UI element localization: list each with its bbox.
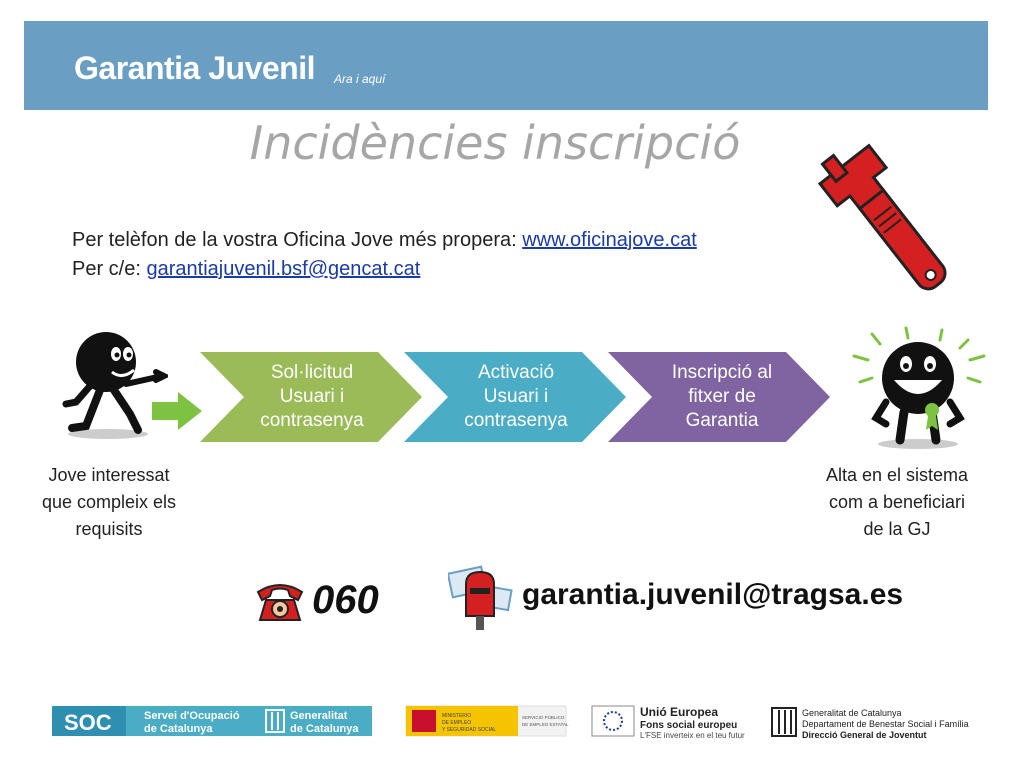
phone-number: 060 bbox=[312, 578, 379, 622]
brand-title: Garantia Juvenil bbox=[74, 50, 315, 86]
mailbox-icon bbox=[448, 560, 514, 630]
telephone-icon bbox=[254, 578, 306, 622]
oficinajove-link[interactable]: www.oficinajove.cat bbox=[522, 229, 697, 251]
left-caption-line3: requisits bbox=[75, 519, 143, 539]
left-caption-line1: Jove interessat bbox=[48, 465, 170, 485]
step3-line1: Inscripció al bbox=[671, 362, 773, 383]
right-caption-line2: com a beneficiari bbox=[828, 492, 966, 512]
step1-line3: contrasenya bbox=[260, 410, 364, 431]
right-caption bbox=[804, 462, 990, 543]
min-right2: DE EMPLEO ESTATAL bbox=[522, 722, 569, 727]
soc-logo bbox=[52, 706, 372, 736]
contact-email-label: Per c/e: bbox=[72, 258, 147, 280]
ministerio-logo bbox=[406, 706, 569, 736]
contact-phone-label: Per telèfon de la vostra Oficina Jove més propera: bbox=[72, 229, 523, 251]
step3-line2: fitxer de bbox=[688, 386, 756, 407]
support-email: garantia.juvenil@tragsa.es bbox=[522, 578, 904, 611]
gencat-logo bbox=[772, 708, 969, 740]
slide-title: Incidències inscripció bbox=[249, 116, 741, 170]
soc-gen2: de Catalunya bbox=[290, 723, 359, 735]
contact-info bbox=[72, 226, 697, 284]
contact-line-phone bbox=[72, 226, 697, 255]
eu-logo bbox=[592, 705, 745, 740]
min-line1: MINISTERIO bbox=[442, 713, 472, 719]
process-step-1 bbox=[200, 352, 422, 442]
gencat-line1: Generalitat de Catalunya bbox=[802, 708, 902, 718]
left-caption bbox=[24, 462, 194, 543]
contact-line-email bbox=[72, 255, 697, 284]
eu-subtitle: Fons social europeu bbox=[640, 720, 738, 731]
process-chevrons bbox=[200, 352, 840, 442]
eu-title: Unió Europea bbox=[640, 705, 719, 719]
soc-line1: Servei d'Ocupació bbox=[144, 710, 240, 722]
min-line2: DE EMPLEO bbox=[442, 720, 472, 726]
step2-line1: Activació bbox=[477, 362, 555, 383]
step2-line3: contrasenya bbox=[464, 410, 568, 431]
process-step-3 bbox=[608, 352, 830, 442]
soc-line2: de Catalunya bbox=[144, 723, 213, 735]
step2-line2: Usuari i bbox=[483, 386, 549, 407]
left-caption-line2: que compleix els bbox=[41, 492, 177, 512]
gencat-line2: Departament de Benestar Social i Família bbox=[802, 719, 969, 729]
wrench-icon bbox=[818, 142, 958, 302]
step1-line1: Sol·licitud bbox=[270, 362, 354, 383]
process-step-2 bbox=[404, 352, 626, 442]
happy-figure-icon bbox=[846, 326, 988, 452]
soc-gen1: Generalitat bbox=[290, 710, 348, 722]
gencat-email-link[interactable]: garantiajuvenil.bsf@gencat.cat bbox=[146, 258, 421, 280]
right-caption-line1: Alta en el sistema bbox=[825, 465, 969, 485]
eu-slogan: L'FSE inverteix en el teu futur bbox=[640, 731, 745, 740]
brand-tagline: Ara i aquí bbox=[334, 72, 386, 86]
soc-abbr: SOC bbox=[64, 710, 112, 735]
green-arrow-icon bbox=[152, 390, 204, 432]
step3-line3: Garantia bbox=[685, 410, 759, 431]
min-right1: SERVICIO PÚBLICO bbox=[522, 715, 565, 720]
step1-line2: Usuari i bbox=[279, 386, 345, 407]
gencat-line3: Direcció General de Joventut bbox=[802, 730, 927, 740]
footer-logos bbox=[0, 700, 1024, 750]
min-line3: Y SEGURIDAD SOCIAL bbox=[442, 727, 497, 733]
right-caption-line3: de la GJ bbox=[863, 519, 931, 539]
